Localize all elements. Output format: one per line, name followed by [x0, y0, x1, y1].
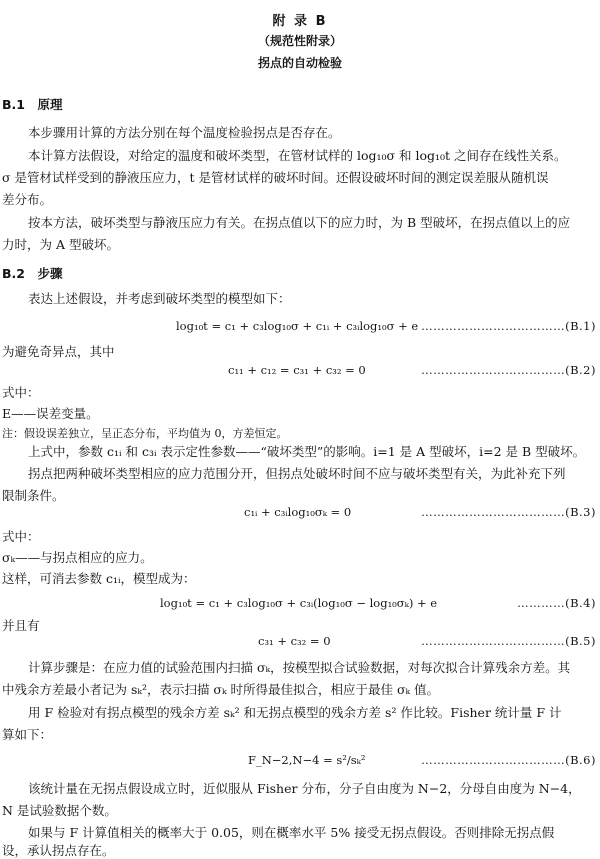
paragraph-p17a: 如果与 F 计算值相关的概率大于 0.05，则在概率水平 5% 接受无拐点假设。否则排除无拐点假: [28, 825, 555, 840]
paragraph-p15a: 用 F 检验对有拐点模型的残余方差 sₖ² 和无拐点模型的残余方差 s² 作比较。Fisher 统计量 F 计: [28, 705, 562, 720]
paragraph-p17b: 设，承认拐点存在。: [2, 843, 115, 858]
paragraph-p3a: 按本方法，破坏类型与静液压应力有关。在拐点值以下的应力时，为 B 型破坏，在拐点值以上的应: [28, 215, 571, 230]
paragraph-p6: 式中：: [2, 385, 40, 400]
equation-b4-number: …………(B.4): [517, 596, 596, 610]
paragraph-p7: E——误差变量。: [2, 406, 99, 421]
paragraph-p8: 上式中，参数 c₁ᵢ 和 c₃ᵢ 表示定性参数——“破坏类型”的影响。i=1 是 A 型破坏，i=2 是 B 型破坏。: [28, 444, 586, 459]
paragraph-p15b: 算如下：: [2, 727, 53, 742]
paragraph-p2c: 差分布。: [2, 192, 53, 207]
paragraph-p10: 式中：: [2, 529, 40, 544]
paragraph-p13: 并且有: [2, 618, 40, 633]
paragraph-p14b: 中残余方差最小者记为 sₖ²，表示扫描 σₖ 时所得最佳拟合，相应于最佳 σₖ 值。: [2, 682, 440, 697]
equation-b2: c₁₁ + c₁₂ = c₃₁ + c₃₂ = 0: [228, 363, 366, 377]
paragraph-p11: σₖ——与拐点相应的应力。: [2, 550, 153, 565]
equation-b6-number: ………………………………(B.6): [421, 753, 596, 767]
paragraph-p16a: 该统计量在无拐点假设成立时，近似服从 Fisher 分布，分子自由度为 N−2，分母自由度为 N−4，: [28, 781, 581, 796]
paragraph-p9b: 限制条件。: [2, 488, 65, 503]
paragraph-p16b: N 是试验数据个数。: [2, 803, 117, 818]
equation-b3: c₁ᵢ + c₃ᵢlog₁₀σₖ = 0: [244, 505, 352, 519]
equation-b6: F_N−2,N−4 = s²/sₖ²: [248, 753, 366, 767]
paragraph-p2b: σ 是管材试样受到的静液压应力，t 是管材试样的破坏时间。还假设破坏时间的测定误差服从随机误: [2, 170, 549, 185]
paragraph-p9a: 拐点把两种破坏类型相应的应力范围分开，但拐点处破坏时间不应与破坏类型有关，为此补充下列: [28, 466, 566, 481]
equation-b5-number: ………………………………(B.5): [421, 634, 596, 648]
equation-b1-number: ………………………………(B.1): [421, 319, 596, 333]
paragraph-p1: 本步骤用计算的方法分别在每个温度检验拐点是否存在。: [28, 125, 341, 140]
appendix-heading: 附 录 B: [272, 14, 328, 29]
equation-b3-number: ………………………………(B.3): [421, 505, 596, 519]
equation-b4: log₁₀t = c₁ + c₃log₁₀σ + c₃ᵢ(log₁₀σ − log₁₀σₖ) + e: [160, 596, 438, 610]
section-b2-title: B.2 步骤: [2, 266, 63, 281]
paragraph-p14a: 计算步骤是：在应力值的试验范围内扫描 σₖ，按模型拟合试验数据，对每次拟合计算残余方差。其: [28, 660, 571, 675]
equation-b5: c₃₁ + c₃₂ = 0: [258, 634, 331, 648]
normative-label: （规范性附录）: [257, 34, 342, 48]
equation-b2-number: ………………………………(B.2): [421, 363, 596, 377]
paragraph-p12: 这样，可消去参数 c₁ᵢ，模型成为：: [2, 571, 196, 586]
appendix-title: 拐点的自动检验: [257, 56, 342, 70]
paragraph-p3b: 力时，为 A 型破坏。: [2, 237, 119, 252]
note-text: 注：假设误差独立，呈正态分布，平均值为 0，方差恒定。: [2, 427, 288, 440]
equation-b1: log₁₀t = c₁ + c₃log₁₀σ + c₁ᵢ + c₃ᵢlog₁₀σ + e: [176, 319, 419, 333]
paragraph-p4: 表达上述假设，并考虑到破坏类型的模型如下：: [28, 291, 291, 306]
paragraph-p2a: 本计算方法假设，对给定的温度和破坏类型，在管材试样的 log₁₀σ 和 log₁₀t 之间存在线性关系。: [28, 148, 567, 163]
paragraph-p5: 为避免奇异点，其中: [2, 344, 115, 359]
section-b1-title: B.1 原理: [2, 97, 63, 112]
